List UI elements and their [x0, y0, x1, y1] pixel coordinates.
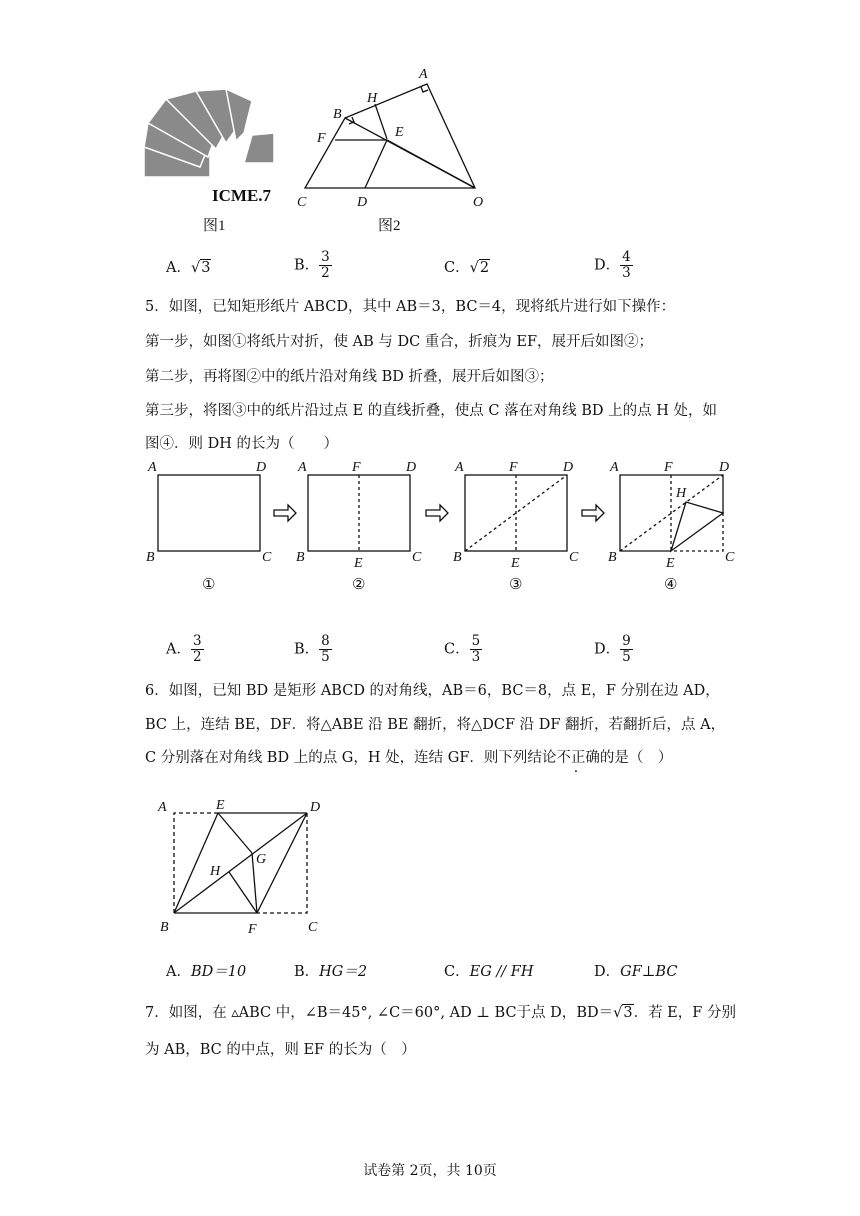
svg-text:A: A	[610, 460, 619, 475]
q6-option-a[interactable]: A．BD＝10	[166, 964, 247, 980]
svg-text:D: D	[310, 800, 321, 815]
svg-text:A: A	[148, 460, 157, 475]
fraction: $\frac{3}{2}$	[192, 633, 202, 665]
q6-option-c[interactable]: C．EG // FH	[444, 964, 534, 980]
point-o-label: O	[473, 195, 484, 210]
point-d-label: D	[357, 195, 368, 210]
svg-text:F: F	[248, 922, 257, 935]
q4-option-c[interactable]: C．√2	[444, 260, 490, 276]
point-c-label: C	[297, 195, 307, 210]
svg-text:D: D	[563, 460, 574, 475]
point-a-label: A	[419, 67, 428, 82]
svg-text:A: A	[158, 800, 167, 815]
q7-line-1: 7．如图，在 ▵ABC 中，∠B＝45°, ∠C＝60°, AD ⊥ BC于点 D，BD＝√3．若 E，F 分别	[145, 1005, 736, 1021]
svg-text:D: D	[406, 460, 417, 475]
svg-text:D: D	[256, 460, 267, 475]
svg-text:E: E	[216, 798, 225, 813]
svg-text:C: C	[412, 550, 422, 565]
q5-line-4: 第三步，将图③中的纸片沿过点 E 的直线折叠，使点 C 落在对角线 BD 上的点 H 处，如	[145, 403, 717, 419]
svg-text:E: E	[666, 556, 675, 571]
q4-option-b[interactable]: B． $\frac{3}{2}$	[294, 249, 330, 281]
q5-line-2: 第一步，如图①将纸片对折，使 AB 与 DC 重合，折痕为 EF，展开后如图②；	[145, 334, 654, 350]
svg-text:B: B	[146, 550, 155, 565]
fraction: $\frac{4}{3}$	[622, 249, 631, 281]
q5-option-c[interactable]: C． $\frac{5}{3}$	[444, 633, 481, 665]
fraction: $\frac{3}{2}$	[321, 249, 330, 281]
q5-line-1: 5．如图，已知矩形纸片 ABCD，其中 AB＝3，BC＝4，现将纸片进行如下操作：	[145, 299, 676, 315]
q5-option-d[interactable]: D． $\frac{9}{5}$	[594, 633, 631, 665]
svg-text:E: E	[511, 556, 520, 571]
q6-line-3: C 分别落在对角线 BD 上的点 G，H 处，连结 GF．则下列结论不正确的是（ ）	[145, 750, 673, 766]
svg-text:C: C	[569, 550, 579, 565]
svg-text:D: D	[719, 460, 730, 475]
figure-2-caption: 图2	[378, 218, 401, 234]
fraction: $\frac{8}{5}$	[321, 633, 330, 665]
svg-text:E: E	[354, 556, 363, 571]
svg-text:C: C	[725, 550, 735, 565]
fig-label-2: ②	[352, 577, 366, 593]
sqrt-symbol: √2	[469, 260, 490, 276]
q5-folding-diagrams	[140, 455, 740, 605]
svg-text:A: A	[455, 460, 464, 475]
point-f-label: F	[317, 131, 326, 146]
svg-text:H: H	[676, 486, 687, 501]
page-footer: 试卷第 2页，共 10页	[363, 1163, 497, 1179]
q5-line-3: 第二步，再将图②中的纸片沿对角线 BD 折叠，展开后如图③；	[145, 369, 554, 385]
q6-rectangle-diagram	[152, 795, 332, 935]
q5-option-a[interactable]: A． $\frac{3}{2}$	[166, 633, 202, 665]
q5-line-5: 图④．则 DH 的长为（ ）	[145, 436, 338, 452]
q5-option-b[interactable]: B． $\frac{8}{5}$	[294, 633, 330, 665]
fraction: $\frac{9}{5}$	[622, 633, 631, 665]
svg-text:B: B	[160, 920, 169, 935]
figure-2-diagram	[295, 60, 495, 220]
sqrt-symbol: √3	[613, 1005, 633, 1021]
fig-label-3: ③	[509, 577, 523, 593]
q4-option-a[interactable]: A．√3	[166, 260, 211, 276]
svg-text:B: B	[608, 550, 617, 565]
icme-logo-figure	[140, 85, 280, 185]
svg-text:C: C	[308, 920, 318, 935]
q6-line-1: 6．如图，已知 BD 是矩形 ABCD 的对角线，AB＝6，BC＝8，点 E，F 分别在边 AD，	[145, 683, 720, 699]
fig-label-1: ①	[202, 577, 216, 593]
emphasis-not-correct: 不正确	[556, 750, 600, 766]
q4-option-d[interactable]: D． $\frac{4}{3}$	[594, 249, 631, 281]
sqrt-symbol: √3	[190, 260, 211, 276]
fraction: $\frac{5}{3}$	[471, 633, 481, 665]
svg-text:F: F	[352, 460, 361, 475]
svg-text:F: F	[509, 460, 518, 475]
svg-text:C: C	[262, 550, 272, 565]
svg-text:B: B	[453, 550, 462, 565]
q6-option-b[interactable]: B．HG＝2	[294, 964, 368, 980]
svg-text:B: B	[296, 550, 305, 565]
fig-label-4: ④	[664, 577, 678, 593]
figure-1-caption: 图1	[203, 218, 226, 234]
point-e-label: E	[395, 125, 404, 140]
svg-text:G: G	[256, 852, 267, 867]
svg-text:F: F	[664, 460, 673, 475]
q6-line-2: BC 上，连结 BE，DF．将△ABE 沿 BE 翻折，将△DCF 沿 DF 翻折，若翻折后，点 A，	[145, 717, 726, 733]
q6-option-d[interactable]: D．GF⊥BC	[594, 964, 678, 980]
svg-text:H: H	[210, 864, 221, 879]
q7-line-2: 为 AB，BC 的中点，则 EF 的长为（ ）	[145, 1042, 416, 1058]
svg-text:A: A	[298, 460, 307, 475]
icme-logo-text: ICME.7	[212, 186, 272, 205]
point-h-label: H	[367, 91, 378, 106]
point-b-label: B	[333, 107, 342, 122]
